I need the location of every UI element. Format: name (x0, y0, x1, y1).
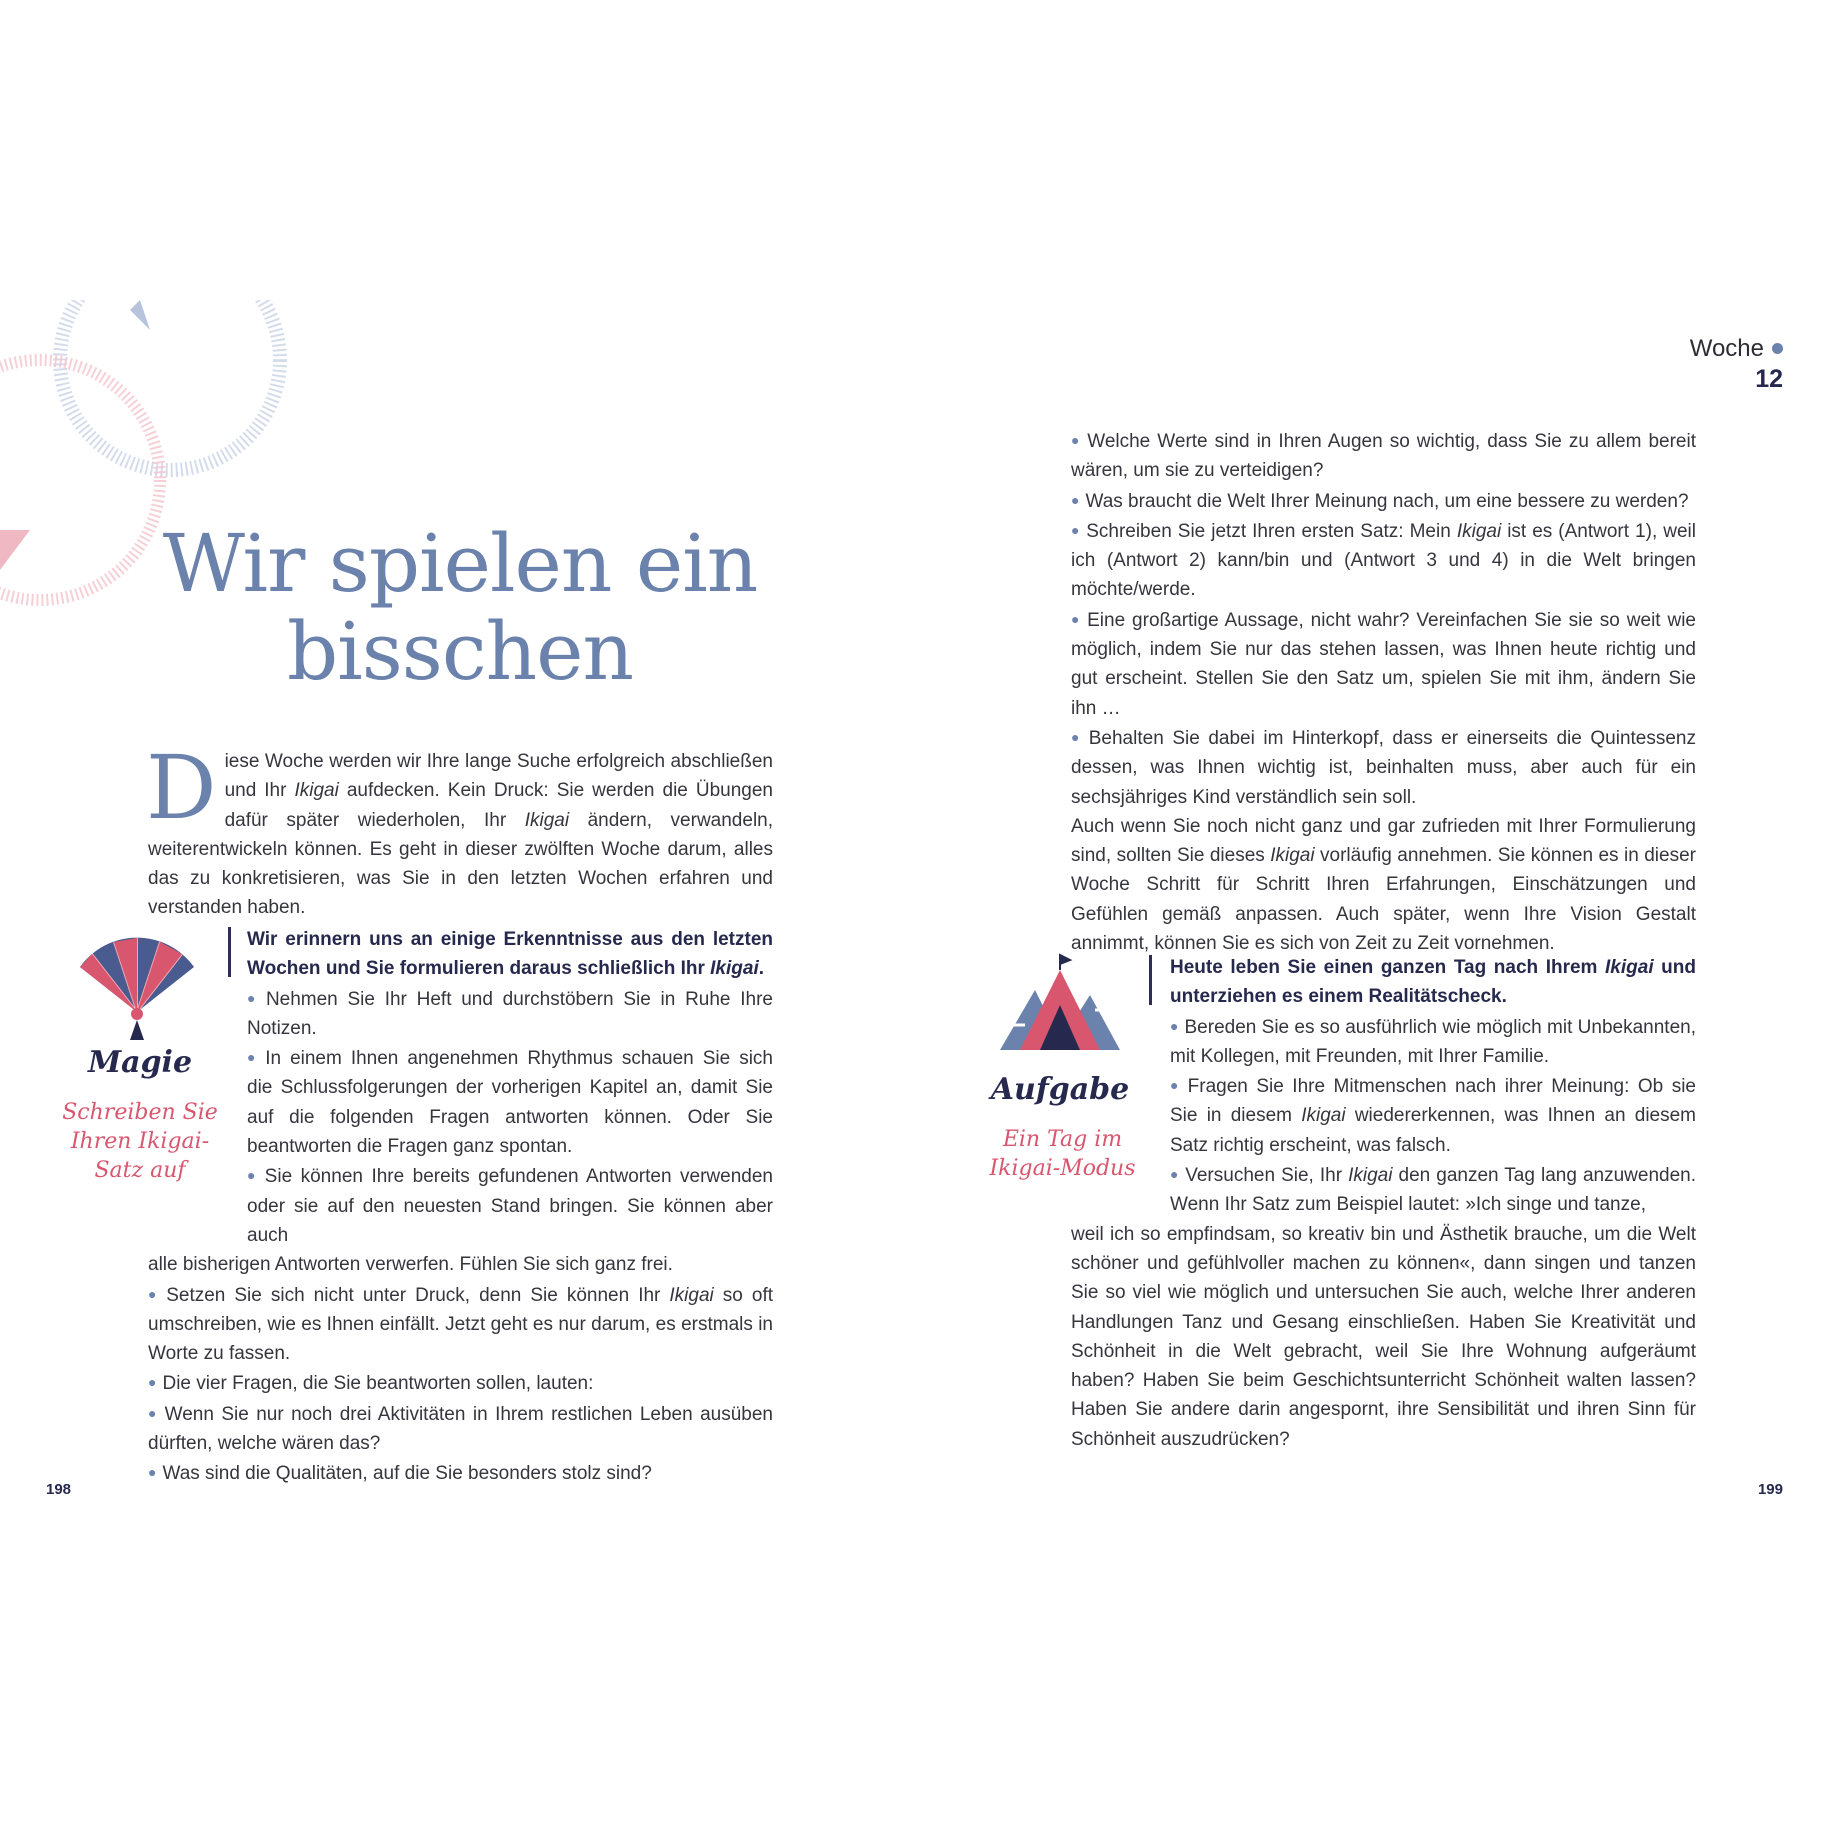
intro-text-1: iese Woche werden wir Ihre lange Suche erfolgreich abschließen und Ihr (224, 751, 773, 802)
list-item (1071, 1071, 1696, 1160)
bullet-icon: ● (1170, 1017, 1179, 1034)
list-item (148, 984, 773, 1044)
right-column-text (1071, 426, 1696, 958)
task-title: Aufgabe (990, 1072, 1130, 1107)
ikigai-term: Ikigai (524, 809, 570, 831)
title-line-2: bisschen (286, 605, 634, 698)
bullet-text: Was braucht die Welt Ihrer Meinung nach, um eine bessere zu werden? (1085, 490, 1689, 512)
bullet-text: Wenn Sie nur noch drei Aktivitäten in Ihrem restlichen Leben ausüben dürften, welche wären das? (148, 1403, 773, 1455)
list-item (148, 1368, 773, 1398)
bullet-icon: ● (148, 1404, 159, 1421)
bullet-icon: ● (1071, 728, 1083, 745)
bullet-icon: ● (1170, 1166, 1180, 1183)
bullet-icon: ● (247, 1167, 259, 1184)
list-item (1071, 723, 1696, 812)
list-item (148, 1458, 773, 1488)
week-label: Woche (1689, 335, 1764, 362)
bullet-icon: ● (1071, 432, 1082, 448)
list-item (1071, 1012, 1696, 1072)
bullet-icon: ● (148, 1464, 157, 1481)
bullet-text: Behalten Sie dabei im Hinterkopf, dass er einerseits die Quintessenz dessen, was Ihnen wichtig ist, beinhalten muss, aber auch für ein sechsjähriges Kind verständlich sein soll. (1071, 727, 1696, 808)
lead-text: Wir erinnern uns an einige Erkenntnisse aus den letzten Wochen und Sie formulieren daraus schließlich Ihr (247, 929, 773, 980)
list-item (1071, 1160, 1696, 1220)
week-marker (1690, 335, 1783, 394)
list-item (148, 1161, 773, 1250)
intro-text-3: ändern, verwandeln, weiterentwickeln können. Es geht in dieser zwölften Woche darum, alles das zu konkretisieren, was Sie in den letzten Wochen erfahren und verstanden haben. (148, 809, 774, 919)
magic-sub-line-2: Ihren Ikigai- (70, 1129, 210, 1154)
ikigai-term: Ikigai (1456, 520, 1502, 542)
paragraph-text: Auch wenn Sie noch nicht ganz und gar zufrieden mit Ihrer Formulierung sind, sollten Sie dieses (1071, 815, 1696, 867)
bullet-text: In einem Ihnen angenehmen Rhythmus schauen Sie sich die Schlussfolgerungen der vorherigen Kapitel an, damit Sie auf die folgenden Fragen antworten können. Oder Sie beantworten die Fragen ganz spontan. (247, 1048, 773, 1158)
bullet-text: so oft umschreiben, wie es Ihnen einfällt. Jetzt geht es nur darum, es erstmals in Worte zu fassen. (148, 1284, 774, 1365)
bullet-icon: ● (1071, 491, 1080, 508)
ikigai-term: Ikigai (1301, 1105, 1346, 1127)
bullet-icon: ● (1071, 521, 1081, 538)
bullet-text: Versuchen Sie, Ihr (1185, 1165, 1349, 1187)
list-item-continued: weil ich so empfindsam, so kreativ bin und Ästhetik brauche, um die Welt schöner und gefühlvoller machen zu können«, dann singen und tanzen Sie so viel wie möglich und untersuchen Sie auch, welche Ihrer anderen Handlungen Tanz und Gesang einschließen. Haben Sie Kreativität und Schönheit in die Welt gebracht, weil Sie Ihre Wohnung aufgeräumt haben? Haben Sie beim Geschichtsunterricht Schönheit walten lassen? Haben Sie andere darin angespornt, ihre Sensibilität und ihren Sinn für Schönheit auszudrücken? (1071, 1223, 1696, 1450)
drop-cap: D (146, 736, 217, 839)
ikigai-term: Ikigai (294, 780, 339, 802)
bullet-text: Eine großartige Aussage, nicht wahr? Vereinfachen Sie sie so weit wie möglich, indem Sie nur das stehen lassen, was Ihnen heute richtig und gut erscheint. Stellen Sie den Satz um, spielen Sie mit ihm, ändern Sie ihn … (1071, 609, 1696, 719)
bullet-icon: ● (247, 1049, 260, 1066)
bullet-text: wiedererkennen, was Ihnen an diesem Satz richtig erscheint, was falsch. (1170, 1105, 1696, 1156)
list-item-continued: alle bisherigen Antworten verwerfen. Fühlen Sie sich ganz frei. (148, 1254, 673, 1276)
list-item (1071, 426, 1696, 486)
bullet-text: Fragen Sie Ihre Mitmenschen nach ihrer Meinung: Ob sie Sie in diesem (1170, 1076, 1696, 1127)
bullet-text: Was sind die Qualitäten, auf die Sie besonders stolz sind? (162, 1463, 652, 1485)
magic-sub-line-1: Schreiben Sie (62, 1100, 218, 1125)
list-item (1071, 516, 1696, 605)
page-number-left: 198 (46, 1481, 72, 1498)
list-item (148, 1043, 773, 1161)
list-item (1071, 605, 1696, 723)
list-item (148, 1399, 773, 1459)
ikigai-term: Ikigai (669, 1284, 714, 1306)
title-line-1: Wir spielen ein (162, 517, 758, 610)
bullet-text: Nehmen Sie Ihr Heft und durchstöbern Sie in Ruhe Ihre Notizen. (247, 988, 773, 1039)
bullet-text: Die vier Fragen, die Sie beantworten sollen, lauten: (162, 1373, 594, 1395)
magic-sub-line-3: Satz auf (94, 1158, 186, 1183)
ikigai-term: Ikigai (1605, 957, 1654, 978)
task-lead (1071, 953, 1696, 1012)
lead-text: Heute leben Sie einen ganzen Tag nach Ihrem (1170, 957, 1606, 978)
bullet-text: Welche Werte sind in Ihren Augen so wichtig, dass Sie zu allem bereit wären, um sie zu verteidigen? (1071, 431, 1696, 482)
week-dot-icon (1772, 343, 1783, 354)
list-item (1071, 486, 1696, 516)
magic-box-text (148, 925, 773, 1489)
task-sub-line-2: Ikigai-Modus (989, 1156, 1136, 1181)
bullet-text: Schreiben Sie jetzt Ihren ersten Satz: Mein (1086, 520, 1457, 542)
ikigai-term: Ikigai (710, 958, 759, 980)
task-box-text (1071, 953, 1696, 1454)
paragraph (1071, 812, 1696, 958)
bullet-text: Bereden Sie es so ausführlich wie möglich mit Unbekannten, mit Kollegen, mit Freunden, mit Ihrer Familie. (1170, 1016, 1696, 1067)
bullet-text: den ganzen Tag lang anzuwenden. Wenn Ihr Satz zum Beispiel lautet: »Ich singe und tanze, (1170, 1165, 1696, 1216)
bullet-text: ist es (Antwort 1), weil ich (Antwort 2) kann/bin und (Antwort 3 und 4) in die Welt bringen möchte/werde. (1071, 520, 1696, 601)
lead-text: und unterziehen es einem Realitätscheck. (1170, 957, 1696, 1008)
paragraph-text: vorläufig annehmen. Sie können es in dieser Woche Schritt für Schritt Ihren Erfahrungen, Einschätzungen und Gefühlen gemäß anpassen. Auch später, wenn Ihre Vision Gestalt annimmt, können Sie es sich von Zeit zu Zeit vornehmen. (1071, 845, 1696, 955)
intro-paragraph (146, 736, 774, 923)
page-title (140, 517, 780, 698)
ikigai-term: Ikigai (1348, 1165, 1393, 1187)
page-number-right: 199 (1757, 1481, 1783, 1498)
bullet-text: Setzen Sie sich nicht unter Druck, denn Sie können Ihr (166, 1284, 670, 1306)
bullet-icon: ● (148, 1285, 161, 1302)
magic-lead (148, 925, 773, 984)
list-item (148, 1280, 773, 1369)
bullet-icon: ● (1170, 1077, 1182, 1094)
bullet-icon: ● (148, 1374, 157, 1391)
intro-text-2: aufdecken. Kein Druck: Sie werden die Übungen dafür später wiederholen, Ihr (224, 780, 773, 831)
bullet-icon: ● (1071, 610, 1082, 627)
lead-end: . (758, 958, 764, 980)
task-sub-line-1: Ein Tag im (1002, 1127, 1123, 1152)
bullet-text: Sie können Ihre bereits gefundenen Antworten verwenden oder sie auf den neuesten Stand bringen. Sie können aber auch (247, 1166, 773, 1246)
ikigai-term: Ikigai (1270, 845, 1315, 867)
bullet-icon: ● (247, 989, 260, 1006)
magic-title: Magie (87, 1045, 193, 1080)
week-number: 12 (1755, 365, 1783, 393)
